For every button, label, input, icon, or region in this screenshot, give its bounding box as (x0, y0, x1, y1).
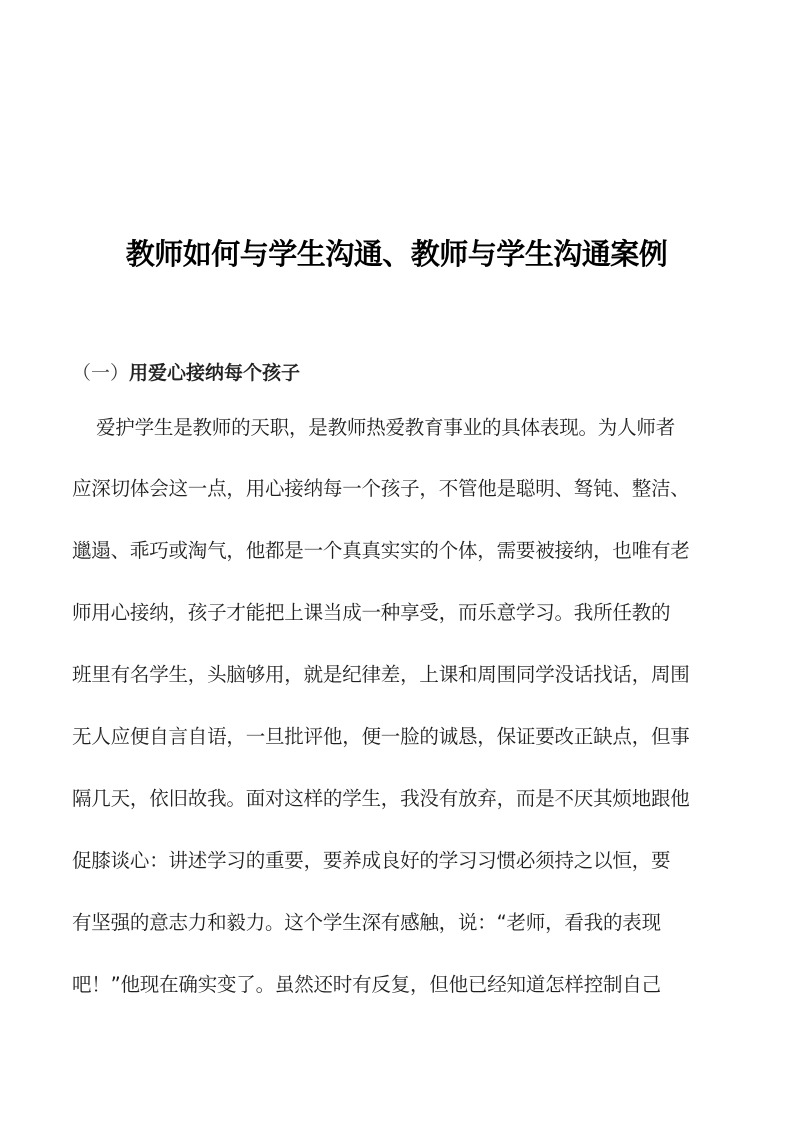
section-heading (72, 358, 300, 385)
paragraph-line: 爱护学生是教师的天职，是教师热爱教育事业的具体表现。为人师者 (96, 416, 676, 439)
paragraph-line: 应深切体会这一点，用心接纳每一个孩子，不管他是聪明、驽钝、整洁、 (72, 477, 690, 500)
section-heading-text: 用爱心接纳每个孩子 (129, 362, 301, 384)
paragraph-line: 师用心接纳，孩子才能把上课当成一种享受，而乐意学习。我所任教的 (72, 601, 671, 624)
document-title: 教师如何与学生沟通、教师与学生沟通案例 (125, 237, 668, 271)
paragraph-line: 隔几天，依旧故我。面对这样的学生，我没有放弃，而是不厌其烦地跟他 (72, 787, 690, 810)
paragraph-line: 无人应便自言自语，一旦批评他，便一脸的诚恳，保证要改正缺点，但事 (72, 725, 690, 748)
paragraph-line: 有坚强的意志力和毅力。这个学生深有感触，说：“老师，看我的表现 (72, 911, 661, 934)
paragraph-line: 班里有名学生，头脑够用，就是纪律差，上课和周围同学没话找话，周围 (72, 663, 690, 686)
paragraph-line: 吧！”他现在确实变了。虽然还时有反复，但他已经知道怎样控制自己 (72, 973, 661, 996)
paragraph-line: 邋遢、乖巧或淘气，他都是一个真真实实的个体，需要被接纳，也唯有老 (72, 539, 690, 562)
section-number: （一） (72, 362, 130, 384)
paragraph-line: 促膝谈心：讲述学习的重要，要养成良好的学习习惯必须持之以恒，要 (72, 849, 671, 872)
